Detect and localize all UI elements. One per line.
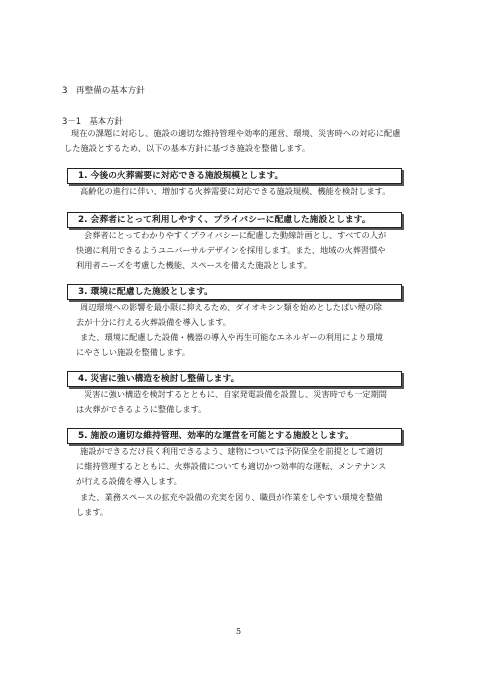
policy-title-box xyxy=(67,168,402,184)
policy-body-line: します。 xyxy=(76,507,109,517)
intro-line: 現在の課題に対応し、施設の適切な維持管理や効率的運営、環境、災害時への対応に配慮 xyxy=(71,128,401,138)
policy-body-line: 快適に利用できるようユニバーサルデザインを採用します。また、地域の火葬習慣や xyxy=(76,245,386,255)
policy-title: 2. 会葬者にとって利用しやすく、プライバシーに配慮した施設とします。 xyxy=(78,215,371,225)
policy-body-line: に維持管理するとともに、火葬設備についても適切かつ効率的な運転、メンテナンス xyxy=(76,461,387,471)
policy-body-line: また、業務スペースの拡充や設備の充実を図り、職員が作業をしやすい環境を整備 xyxy=(80,492,383,502)
policy-body-line: また、環境に配慮した設備・機器の導入や再生可能なエネルギーの利用により環境 xyxy=(80,332,383,342)
policy-title-box xyxy=(67,284,402,300)
policy-body-line: は火葬ができるように整備します。 xyxy=(76,404,207,414)
policy-title: 4. 災害に強い構造を検討し整備します。 xyxy=(78,374,240,384)
policy-body-line: 周辺環境への影響を最小限に抑えるため、ダイオキシン類を始めとしたばい煙の除 xyxy=(80,302,382,312)
policy-body-line: 利用者ニーズを考慮した機能、スペースを備えた施設とします。 xyxy=(76,260,312,270)
policy-title: 3. 環境に配慮した施設とします。 xyxy=(78,287,213,297)
policy-title: 1. 今後の火葬需要に対応できる施設規模とします。 xyxy=(78,171,284,181)
section-heading: 3 再整備の基本方針 xyxy=(62,86,145,96)
policy-body-line: が行える設備を導入します。 xyxy=(76,476,182,486)
policy-title-box xyxy=(67,212,402,228)
policy-body-line: 会葬者にとってわかりやすくプライバシーに配慮した動線計画とし、すべての人が xyxy=(84,230,387,240)
subsection-heading: 3－1 基本方針 xyxy=(62,116,123,126)
policy-body-line: にやさしい施設を整備します。 xyxy=(76,347,190,357)
policy-body-line: 施設ができるだけ長く利用できるよう、建物については予防保全を前提として適切 xyxy=(80,446,383,456)
policy-body-line: 災害に強い構造を検討するとともに、自家発電設備を設置し、災害時でも一定期間 xyxy=(84,389,387,399)
policy-title-box xyxy=(67,428,402,444)
policy-body-line: 去が十分に行える火葬設備を導入します。 xyxy=(76,317,231,327)
policy-title-box xyxy=(67,371,402,387)
intro-line: した施設とするため、以下の基本方針に基づき施設を整備します。 xyxy=(64,143,311,153)
policy-title: 5. 施設の適切な維持管理、効率的な運営を可能とする施設とします。 xyxy=(78,431,354,441)
page-number: 5 xyxy=(236,627,242,636)
policy-body-line: 高齢化の進行に伴い、増加する火葬需要に対応できる施設規模、機能を検討します。 xyxy=(80,186,391,196)
